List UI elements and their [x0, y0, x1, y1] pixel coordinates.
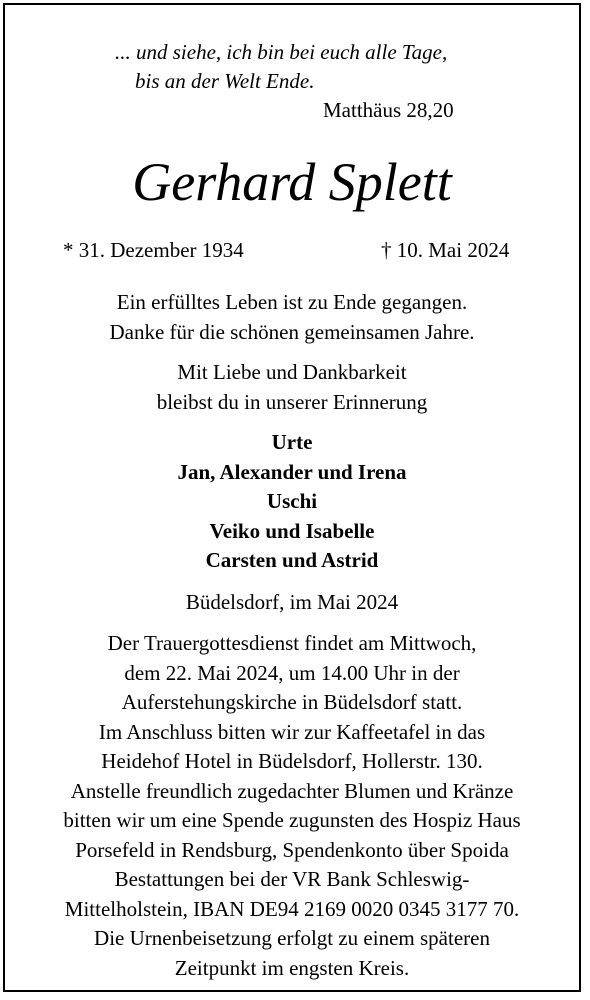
mourner-name: Uschi: [266, 489, 318, 513]
birth-date: * 31. Dezember 1934: [63, 238, 244, 262]
service-line: Der Trauergottesdienst findet am Mittwoch,: [107, 631, 477, 655]
service-line: Anstelle freundlich zugedachter Blumen und Kränze: [70, 778, 514, 803]
tribute-line: Danke für die schönen gemeinsamen Jahre.: [109, 319, 475, 344]
service-info: [5, 629, 579, 983]
service-line: dem 22. Mai 2024, um 14.00 Uhr in der: [124, 660, 460, 685]
service-line: Porsefeld in Rendsburg, Spendenkonto über Spoida: [75, 837, 509, 862]
verse-reference: Matthäus 28,20: [323, 98, 454, 122]
service-line: Bestattungen bei der VR Bank Schleswig-: [114, 867, 470, 891]
obituary-frame: [3, 3, 581, 992]
mourners-list: [5, 428, 579, 576]
place-date: Büdelsdorf, im Mai 2024: [185, 590, 399, 614]
service-line: Im Anschluss bitten wir zur Kaffeetafel in das: [98, 719, 486, 744]
remembrance-line: bleibst du in unserer Erinnerung: [156, 389, 428, 414]
service-line: bitten wir um eine Spende zugunsten des Hospiz Haus: [63, 808, 521, 832]
service-line: Mittelholstein, IBAN DE94 2169 0020 0345 3177 70.: [64, 896, 520, 921]
service-line: Auferstehungskirche in Büdelsdorf statt.: [121, 690, 463, 714]
service-line: Heidehof Hotel in Büdelsdorf, Hollerstr. 130.: [101, 749, 483, 773]
mourner-name: Urte: [271, 430, 313, 454]
tribute-line: Ein erfülltes Leben ist zu Ende gegangen.: [116, 290, 468, 314]
mourner-name: Jan, Alexander und Irena: [177, 459, 407, 484]
tribute-text: [5, 288, 579, 347]
death-date: † 10. Mai 2024: [381, 238, 510, 262]
service-line: Zeitpunkt im engsten Kreis.: [174, 955, 410, 980]
remembrance-line: Mit Liebe und Dankbarkeit: [177, 360, 407, 384]
verse-line-2: bis an der Welt Ende.: [135, 69, 315, 93]
mourner-name: Veiko und Isabelle: [209, 518, 375, 543]
mourner-name: Carsten und Astrid: [205, 548, 379, 572]
service-line: Die Urnenbeisetzung erfolgt zu einem späteren: [94, 926, 490, 950]
remembrance-text: [5, 358, 579, 417]
deceased-name: Gerhard Splett: [132, 152, 452, 212]
verse-line-1: ... und siehe, ich bin bei euch alle Tage,: [115, 40, 448, 64]
